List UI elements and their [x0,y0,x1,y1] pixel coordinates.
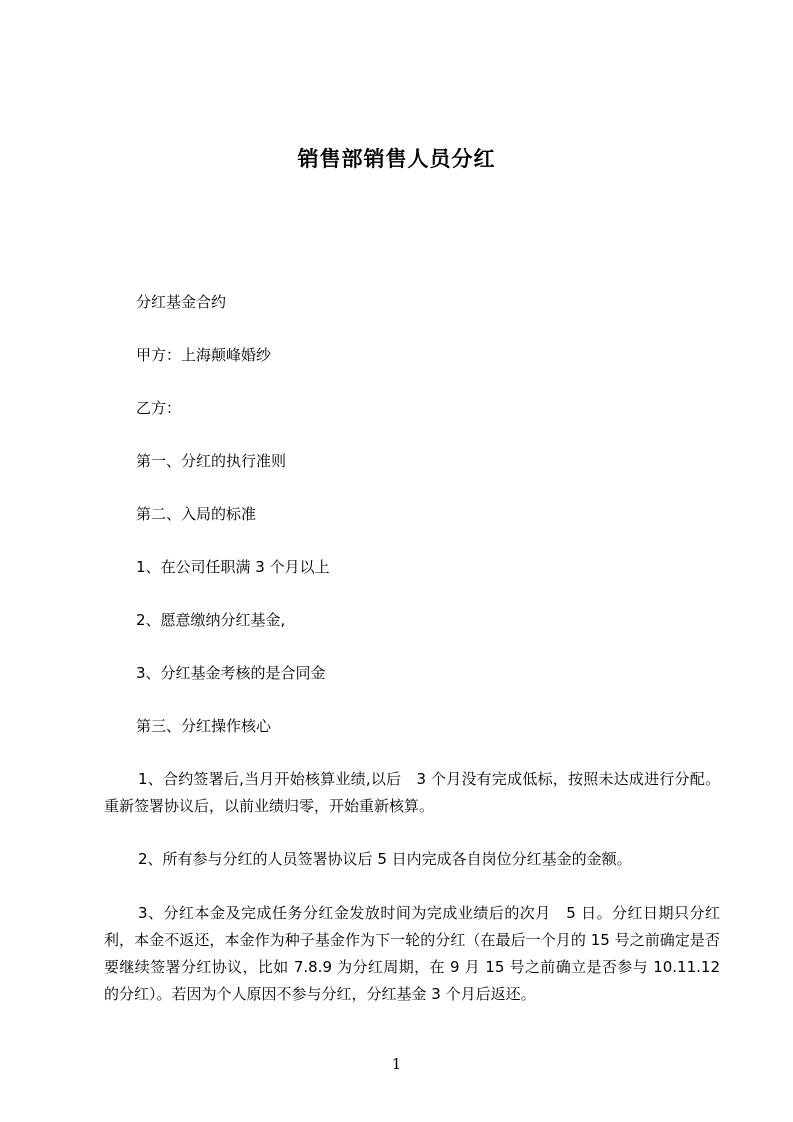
criteria-item-3: 3、分红基金考核的是合同金 [136,664,326,682]
party-a-line: 甲方：上海颠峰婚纱 [136,346,272,364]
section-two-heading: 第二、入局的标准 [136,505,257,523]
section-one-heading: 第一、分红的执行准则 [136,452,287,470]
section-three-heading: 第三、分红操作核心 [136,717,272,735]
criteria-item-2: 2、愿意缴纳分红基金, [136,611,286,629]
core-item-3-paragraph: 3、分红本金及完成任务分红金发放时间为完成业绩后的次月 5 日。分红日期只分红利，本金不返还，本金作为种子基金作为下一轮的分红（在最后一个月的 15 号之前确定是否要继续签署分红协议，比如 7.8.9 为分红周期，在 9 月 15 号之前确立是否参与 10.11.12 的分红）。若因为个人原因不参与分红，分红基金 3 个月后返还。 [104,904,720,1003]
core-item-1-paragraph: 1、合约签署后,当月开始核算业绩,以后 3 个月没有完成低标，按照未达成进行分配。重新签署协议后，以前业绩归零，开始重新核算。 [104,770,720,815]
contract-heading: 分红基金合约 [136,293,227,311]
document-title: 销售部销售人员分红 [297,147,496,171]
criteria-item-1: 1、在公司任职满 3 个月以上 [136,558,330,576]
party-b-line: 乙方： [136,399,182,417]
page-number: 1 [391,1055,402,1073]
core-item-2-paragraph: 2、所有参与分红的人员签署协议后 5 日内完成各自岗位分红基金的金额。 [138,850,632,868]
